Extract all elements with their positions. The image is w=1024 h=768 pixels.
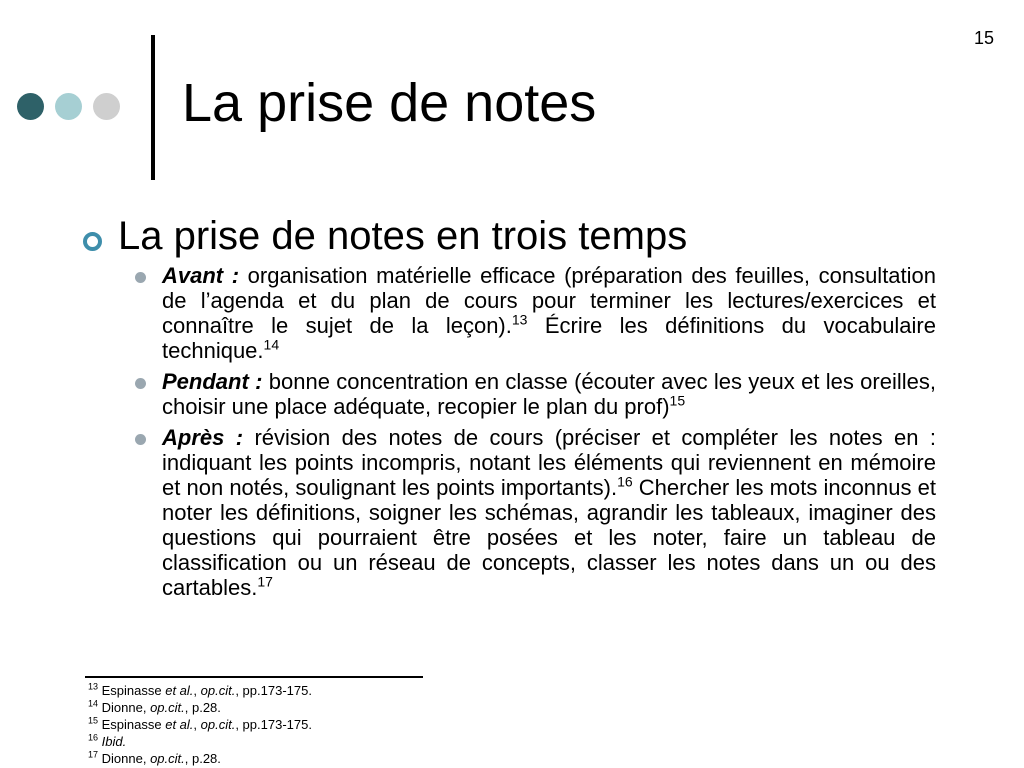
item-term: Pendant :: [162, 369, 263, 394]
footnote: [88, 699, 312, 716]
footnote-number: 14: [88, 698, 99, 709]
footnote-number: 17: [88, 749, 99, 760]
item-term: Avant :: [162, 263, 240, 288]
footnote-text: , pp.173-175.: [235, 683, 312, 698]
footnote-text: Espinasse: [98, 683, 166, 698]
footnote-rule: [85, 676, 423, 678]
item-text: révision des notes de cours (préciser et compléter les notes en : indiquant les points incompris, notant les éléments qui reviennent en mémoire et non notés, soulignant les points importants).: [162, 425, 936, 500]
section-heading: La prise de notes en trois temps: [118, 214, 688, 258]
footnotes: [88, 682, 312, 767]
item-term: Après :: [162, 425, 244, 450]
bullet-list: [162, 263, 936, 606]
footnote-italic: et al.: [165, 683, 194, 698]
decor-dot-light: [55, 93, 82, 120]
footnote-text: , p.28.: [184, 700, 221, 715]
item-text: Chercher les mots inconnus et noter les définitions, soigner les schémas, agrandir les tableaux, imaginer des questions qui pourraient être posées et les noter, faire un tableau de classification ou un réseau de concepts, classer les notes dans un ou des cartables.: [162, 475, 936, 600]
footnote-italic: op.cit.: [150, 700, 185, 715]
decorative-dots: [17, 93, 120, 120]
list-item: [162, 369, 936, 419]
footnote-text: , p.28.: [184, 751, 221, 766]
item-text: bonne concentration en classe (écouter avec les yeux et les oreilles, choisir une place adéquate, recopier le plan du prof): [162, 369, 936, 419]
footnote: [88, 716, 312, 733]
title-divider: [151, 35, 155, 180]
list-item: [162, 263, 936, 363]
bullet-icon: [135, 378, 146, 389]
footnote: [88, 750, 312, 767]
decor-dot-grey: [93, 93, 120, 120]
footnote-text: , pp.173-175.: [235, 717, 312, 732]
footnote-text: Dionne,: [98, 700, 151, 715]
footnote-number: 15: [88, 715, 99, 726]
footnote-text: Dionne,: [98, 751, 151, 766]
footnote-reference: 16: [617, 473, 633, 490]
decor-dot-dark: [17, 93, 44, 120]
bullet-icon: [135, 272, 146, 283]
footnote-italic: op.cit.: [200, 683, 236, 698]
footnote-italic: Ibid.: [101, 734, 127, 749]
footnote-italic: et al.: [165, 717, 194, 732]
footnote-text: ,: [193, 683, 201, 698]
footnote-number: 13: [88, 681, 99, 692]
footnote-italic: op.cit.: [200, 717, 236, 732]
page-number: 15: [973, 28, 994, 48]
footnote-reference: 17: [257, 573, 273, 590]
section-bullet-icon: [83, 232, 102, 251]
slide-title: La prise de notes: [182, 73, 597, 133]
footnote-number: 16: [88, 732, 99, 743]
footnote-reference: 15: [669, 392, 686, 409]
list-item: [162, 425, 936, 600]
bullet-icon: [135, 434, 146, 445]
footnote: [88, 733, 312, 750]
footnote-italic: op.cit.: [150, 751, 185, 766]
item-text: Écrire les définitions du vocabulaire technique.: [162, 313, 936, 363]
footnote: [88, 682, 312, 699]
footnote-text: Espinasse: [98, 717, 166, 732]
footnote-reference: 14: [263, 336, 280, 353]
footnote-text: ,: [193, 717, 201, 732]
footnote-reference: 13: [511, 311, 528, 328]
item-text: organisation matérielle efficace (préparation des feuilles, consultation de l’agenda et du plan de cours pour terminer les lectures/exercices et connaître le sujet de la leçon).: [162, 263, 937, 338]
